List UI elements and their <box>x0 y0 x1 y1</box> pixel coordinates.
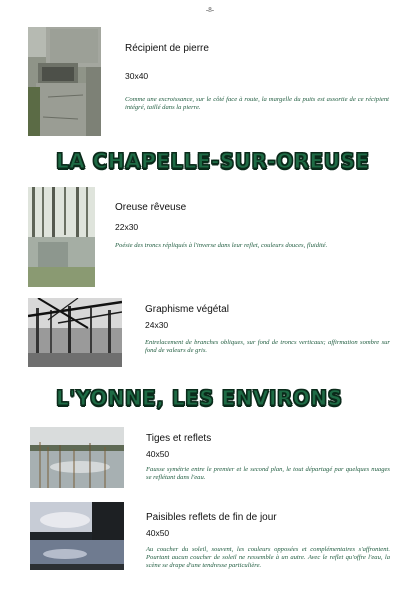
photo-tiges <box>30 427 124 488</box>
artwork-title: Récipient de pierre <box>125 43 209 54</box>
artwork-title: Oreuse rêveuse <box>115 202 187 213</box>
photo-oreuse <box>28 187 95 287</box>
artwork-dimensions: 24x30 <box>145 320 169 330</box>
artwork-title: Tiges et reflets <box>146 433 212 444</box>
photo-paisibles-reflets <box>30 502 124 570</box>
photo-graphisme <box>28 298 122 367</box>
photo-stone-recipient <box>28 27 101 136</box>
artwork-description: Comme une excroissance, sur le côté face à route, la margelle du puits est assortie de ce récipient intégré, taillé dans la pierre. <box>125 96 389 111</box>
artwork-dimensions: 22x30 <box>115 222 139 232</box>
artwork-dimensions: 40x50 <box>146 528 170 538</box>
artwork-title: Paisibles reflets de fin de jour <box>146 512 277 523</box>
artwork-dimensions: 40x50 <box>146 449 170 459</box>
artwork-description: Au coucher du soleil, souvent, les couleurs opposées et complémentaires s'affrontent. Pourtant aucun coucher de soleil ne ressemble à un autre. Avec le reflet qu'offre l'eau, la scène se drape d'une tendresse particulière. <box>146 546 390 569</box>
artwork-description: Entrelacement de branches obliques, sur fond de troncs verticaux; affirmation sombre sur fond de valeurs de gris. <box>145 339 390 354</box>
artwork-description: Poésie des troncs répliqués à l'inverse dans leur reflet, couleurs douces, fluidité. <box>115 242 328 249</box>
page-number: -8- <box>205 6 215 14</box>
section-heading: LA CHAPELLE-SUR-OREUSE <box>56 149 370 173</box>
artwork-description: Fausse symétrie entre le premier et le second plan, le tout départagé par quelques nuages se reflétant dans l'eau. <box>146 466 390 481</box>
artwork-title: Graphisme végétal <box>145 304 229 315</box>
section-heading: L'YONNE, LES ENVIRONS <box>56 386 343 410</box>
artwork-dimensions: 30x40 <box>125 71 149 81</box>
